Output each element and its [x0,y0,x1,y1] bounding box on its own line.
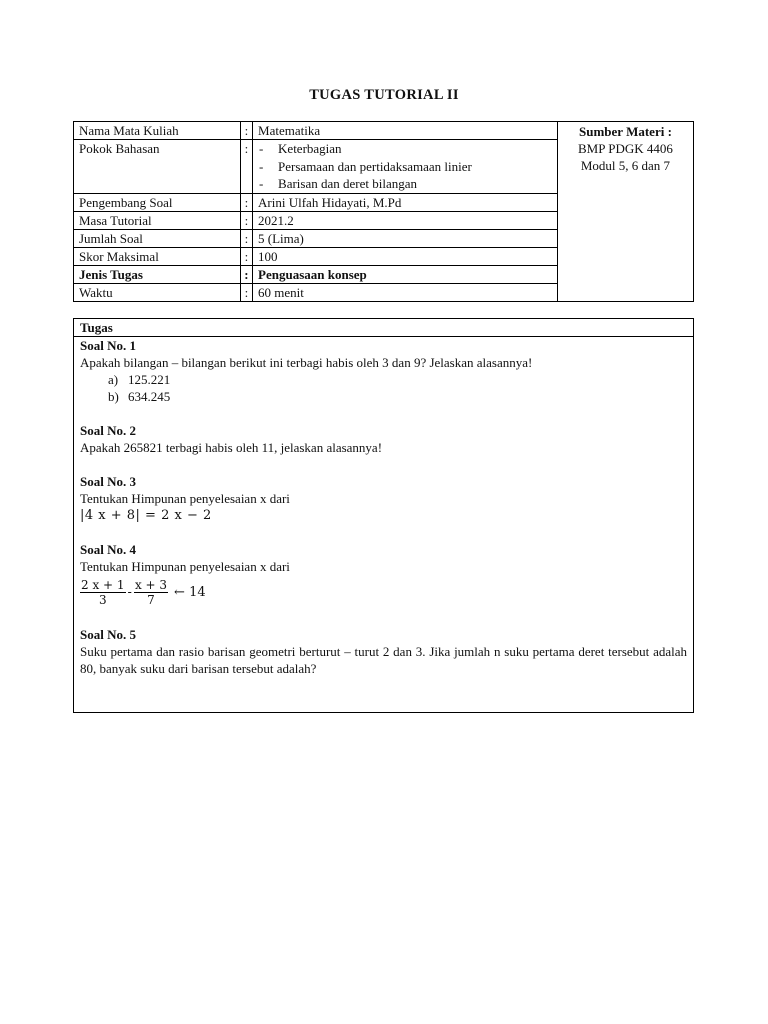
colon: : [240,122,252,140]
label-masa-tutorial: Masa Tutorial [74,211,241,229]
value-mata-kuliah: Matematika [253,122,558,140]
tugas-box [73,318,694,713]
soal-3-title: Soal No. 3 [80,474,136,489]
colon: : [240,229,252,247]
label-waktu: Waktu [74,283,241,301]
minus-sign: - [127,584,132,600]
colon: : [240,283,252,301]
value-jumlah-soal: 5 (Lima) [253,229,558,247]
soal-4-inequality [80,575,687,609]
soal-1-option-b [108,388,687,405]
label-jumlah-soal: Jumlah Soal [74,229,241,247]
tugas-header: Tugas [74,319,693,337]
colon: : [240,265,252,283]
colon: : [240,211,252,229]
value-jenis-tugas: Penguasaan konsep [253,265,558,283]
soal-3-text: Tentukan Himpunan penyelesaian x dari [80,491,290,506]
fraction-2 [134,578,168,607]
label-mata-kuliah: Nama Mata Kuliah [74,122,241,140]
soal-5-title: Soal No. 5 [80,627,136,642]
option-text: 125.221 [128,372,171,387]
fraction-2-numerator: x + 3 [134,577,168,592]
fraction-1-numerator: 2 x + 1 [81,577,125,592]
course-info-table [73,121,694,302]
soal-4-text: Tentukan Himpunan penyelesaian x dari [80,559,290,574]
soal-2-title: Soal No. 2 [80,423,136,438]
value-pengembang-soal: Arini Ulfah Hidayati, M.Pd [253,193,558,211]
label-jenis-tugas: Jenis Tugas [74,265,241,283]
pokok-bahasan-item: - Barisan dan deret bilangan [258,175,552,193]
soal-4-title: Soal No. 4 [80,542,136,557]
soal-5-text: Suku pertama dan rasio barisan geometri berturut – turut 2 dan 3. Jika jumlah n suku pertama deret tersebut adalah 80, banyak suku dari barisan tersebut adalah? [80,644,687,676]
label-pokok-bahasan: Pokok Bahasan [74,140,241,194]
sumber-materi-title: Sumber Materi : [579,124,672,139]
value-waktu: 60 menit [253,283,558,301]
colon: : [240,247,252,265]
label-pengembang-soal: Pengembang Soal [74,193,241,211]
soal-1-option-a [108,371,687,388]
option-marker: a) [108,372,119,387]
option-text: 634.245 [128,389,171,404]
document-title: TUGAS TUTORIAL II [309,87,459,103]
row-mata-kuliah [74,122,694,140]
inequality-rhs: ← 14 [174,584,206,600]
soal-2-text: Apakah 265821 terbagi habis oleh 11, jelaskan alasannya! [80,440,383,455]
sumber-materi-line1: BMP PDGK 4406 [578,141,673,156]
label-skor-maksimal: Skor Maksimal [74,247,241,265]
value-masa-tutorial: 2021.2 [253,211,558,229]
tugas-body [74,337,693,677]
soal-1-title: Soal No. 1 [80,338,136,353]
pokok-bahasan-list [258,140,552,193]
soal-1-text: Apakah bilangan – bilangan berikut ini terbagi habis oleh 3 dan 9? Jelaskan alasannya! [80,355,533,370]
value-skor-maksimal: 100 [253,247,558,265]
option-marker: b) [108,389,119,404]
fraction-2-denominator: 7 [147,592,155,607]
sumber-materi-cell [557,122,693,302]
pokok-bahasan-item: - Keterbagian [258,140,552,158]
soal-1-options [80,371,687,405]
colon: : [240,193,252,211]
value-pokok-bahasan [253,140,558,194]
soal-3-equation: |4 x + 8| = 2 x − 2 [80,508,212,523]
fraction-1-denominator: 3 [98,592,107,607]
pokok-bahasan-item: - Persamaan dan pertidaksamaan linier [258,158,552,176]
fraction-1 [80,578,126,607]
colon: : [240,140,252,194]
sumber-materi-line2: Modul 5, 6 dan 7 [580,158,671,173]
